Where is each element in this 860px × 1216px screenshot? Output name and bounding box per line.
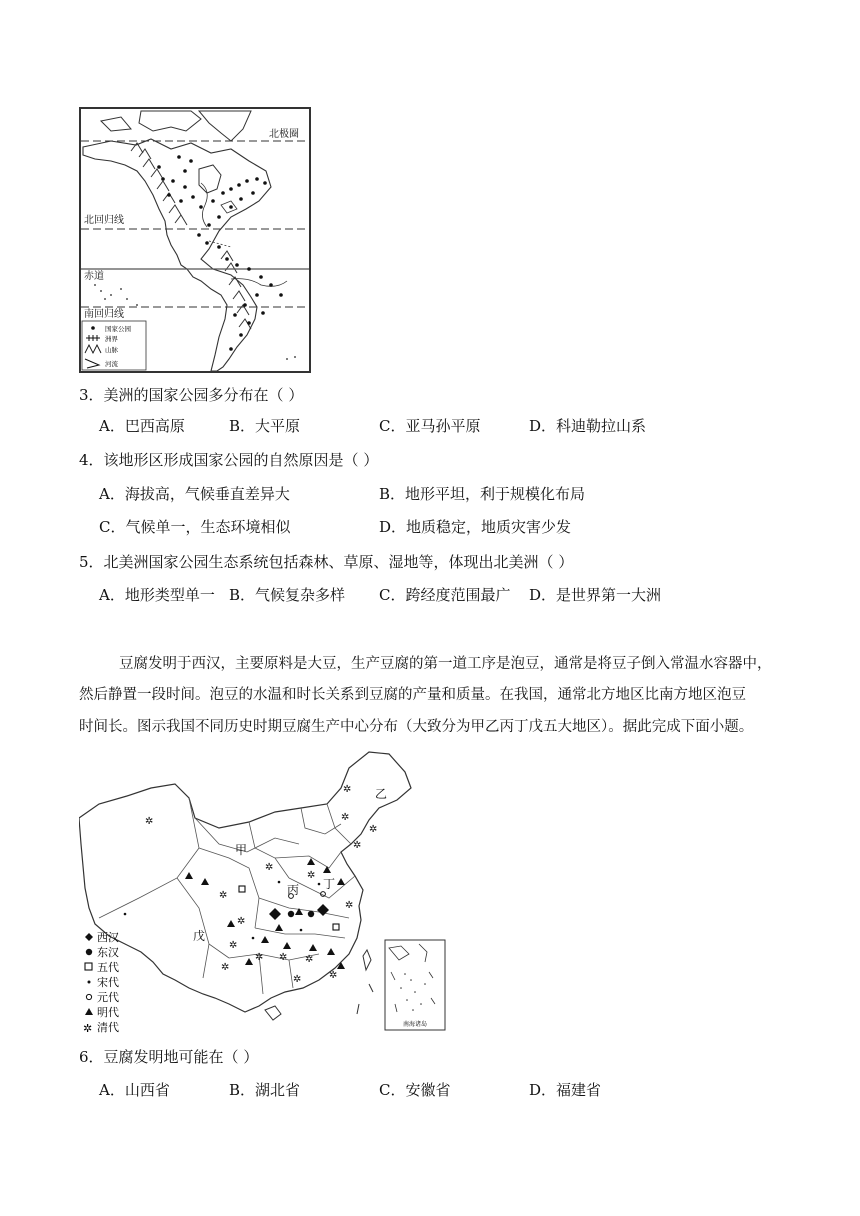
svg-text:✲: ✲ [229, 940, 238, 951]
region-bing-label: 丙 [287, 883, 300, 897]
tropic-cancer-label: 北回归线 [84, 215, 124, 226]
svg-text:✲: ✲ [293, 974, 302, 985]
q5-option-d[interactable]: D．是世界第一大洲 [529, 586, 662, 604]
svg-text:✲: ✲ [307, 870, 316, 881]
passage-line-2: 然后静置一段时间。泡豆的水温和时长关系到豆腐的产量和质量。在我国，通常北方地区比南方地区泡豆 [79, 687, 746, 703]
triangle-icon [85, 1008, 93, 1015]
arctic-circle-label: 北极圈 [269, 129, 299, 140]
dot-icon [91, 326, 95, 330]
china-map-drawing [79, 748, 451, 1038]
q3-option-d[interactable]: D．科迪勒拉山系 [529, 417, 647, 435]
region-yi-label: 乙 [375, 787, 388, 801]
q6-option-d[interactable]: D．福建省 [529, 1081, 602, 1099]
q4-option-b[interactable]: B．地形平坦，利于规模化布局 [379, 485, 586, 503]
svg-text:✲: ✲ [221, 962, 230, 973]
legend-donghan: 东汉 [97, 946, 119, 959]
small-dot-icon [88, 981, 91, 984]
svg-text:✲: ✲ [329, 970, 338, 981]
tropic-capricorn-label: 南回归线 [84, 309, 124, 320]
sun-icon: ✲ [83, 1022, 93, 1035]
region-jia-label: 甲 [235, 843, 248, 857]
svg-text:✲: ✲ [369, 824, 378, 835]
svg-text:✲: ✲ [237, 916, 246, 927]
legend-song: 宋代 [97, 976, 119, 989]
equator-label: 赤道 [84, 271, 104, 282]
legend-ming: 明代 [97, 1006, 119, 1019]
svg-text:✲: ✲ [345, 900, 354, 911]
question-4-stem: 4．该地形区形成国家公园的自然原因是（ ） [79, 451, 379, 469]
diamond-icon [85, 933, 93, 941]
legend-label-boundary: 洲界 [105, 335, 118, 343]
americas-national-parks-map [79, 107, 311, 373]
svg-text:✲: ✲ [145, 816, 154, 827]
map2-legend [83, 931, 119, 1035]
question-3-stem: 3．美洲的国家公园多分布在（ ） [79, 386, 304, 404]
q3-option-b[interactable]: B．大平原 [229, 417, 301, 435]
q6-option-b[interactable]: B．湖北省 [229, 1081, 301, 1099]
q3-option-a[interactable]: A．巴西高原 [99, 417, 185, 435]
inset-label: 南海诸岛 [402, 1021, 428, 1028]
legend-xihan: 西汉 [97, 931, 119, 944]
square-icon [85, 963, 92, 970]
legend-label-park: 国家公园 [105, 325, 131, 333]
legend-qing: 清代 [97, 1021, 119, 1034]
china-tofu-map [79, 748, 451, 1038]
legend-label-river: 河流 [105, 360, 118, 368]
svg-text:✲: ✲ [279, 952, 288, 963]
question-5-stem: 5．北美洲国家公园生态系统包括森林、草原、湿地等，体现出北美洲（ ） [79, 553, 574, 571]
legend-wudai: 五代 [97, 961, 119, 974]
q4-option-d[interactable]: D．地质稳定，地质灾害少发 [379, 518, 572, 536]
hollow-circle-icon [86, 994, 91, 999]
svg-text:✲: ✲ [219, 890, 228, 901]
q6-option-c[interactable]: C．安徽省 [379, 1081, 451, 1099]
q5-option-a[interactable]: A．地形类型单一 [99, 586, 215, 604]
filled-circle-icon [86, 949, 92, 955]
svg-text:✲: ✲ [353, 840, 362, 851]
svg-text:✲: ✲ [341, 812, 350, 823]
region-ding-label: 丁 [323, 877, 336, 891]
q4-option-c[interactable]: C．气候单一，生态环境相似 [99, 518, 291, 536]
q5-option-b[interactable]: B．气候复杂多样 [229, 586, 346, 604]
svg-text:✲: ✲ [265, 862, 274, 873]
region-wu-label: 戊 [193, 929, 206, 943]
south-china-sea-inset [385, 940, 445, 1030]
passage-line-3: 时间长。图示我国不同历史时期豆腐生产中心分布（大致分为甲乙丙丁戊五大地区）。据此完成下面小题。 [79, 719, 754, 735]
q5-option-c[interactable]: C．跨经度范围最广 [379, 586, 511, 604]
svg-text:✲: ✲ [343, 784, 352, 795]
legend-yuan: 元代 [97, 991, 119, 1004]
q3-option-c[interactable]: C．亚马孙平原 [379, 417, 481, 435]
q6-option-a[interactable]: A．山西省 [99, 1081, 170, 1099]
americas-map-drawing [81, 109, 309, 371]
legend-label-mountain: 山脉 [105, 346, 118, 354]
q4-option-a[interactable]: A．海拔高，气候垂直差异大 [99, 485, 290, 503]
svg-text:✲: ✲ [305, 954, 314, 965]
question-6-stem: 6．豆腐发明地可能在（ ） [79, 1048, 259, 1066]
svg-text:✲: ✲ [255, 952, 264, 963]
passage-line-1: 豆腐发明于西汉，主要原料是大豆，生产豆腐的第一道工序是泡豆，通常是将豆子倒入常温水容器中， [119, 656, 772, 672]
